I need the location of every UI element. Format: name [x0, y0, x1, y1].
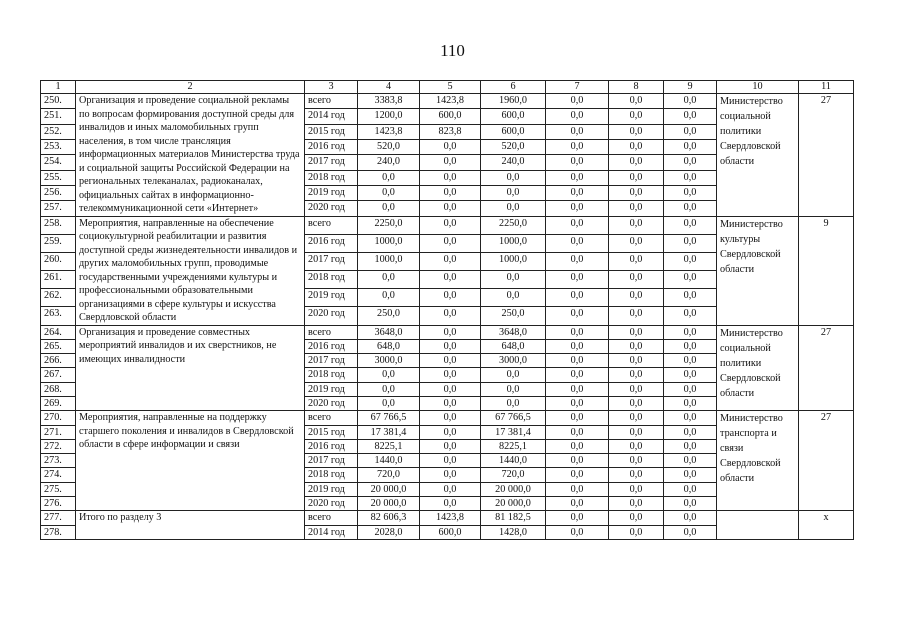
amount-cell: 0,0 [664, 425, 717, 439]
table-row [41, 411, 854, 425]
responsible-body: Министерство транспорта и связи Свердловской области [717, 411, 799, 511]
amount-cell: 0,0 [609, 382, 664, 396]
amount-cell: 3000,0 [358, 354, 420, 368]
period-cell: 2015 год [305, 124, 358, 139]
header-cell: 4 [358, 81, 420, 94]
amount-cell: 1423,8 [420, 511, 481, 525]
amount-cell: 1440,0 [481, 454, 546, 468]
amount-cell: 0,0 [420, 170, 481, 185]
responsible-body: Министерство социальной политики Свердловской области [717, 325, 799, 411]
amount-cell: 67 766,5 [358, 411, 420, 425]
table-row [41, 216, 854, 234]
amount-cell: 0,0 [609, 109, 664, 124]
period-cell: всего [305, 411, 358, 425]
target-indicator-ref: 9 [799, 216, 854, 325]
amount-cell: 0,0 [420, 382, 481, 396]
amount-cell: 0,0 [420, 454, 481, 468]
period-cell: всего [305, 94, 358, 109]
amount-cell: 2250,0 [358, 216, 420, 234]
amount-cell: 0,0 [546, 94, 609, 109]
amount-cell: 250,0 [358, 307, 420, 325]
period-cell: всего [305, 325, 358, 339]
header-cell: 5 [420, 81, 481, 94]
period-cell: 2014 год [305, 109, 358, 124]
amount-cell: 0,0 [420, 354, 481, 368]
amount-cell: 0,0 [358, 201, 420, 216]
amount-cell: 20 000,0 [481, 497, 546, 511]
amount-cell: 0,0 [420, 185, 481, 200]
amount-cell: 0,0 [546, 482, 609, 496]
row-number: 264. [41, 325, 76, 339]
amount-cell: 0,0 [546, 468, 609, 482]
amount-cell: 0,0 [609, 396, 664, 410]
amount-cell: 0,0 [609, 497, 664, 511]
amount-cell: 0,0 [546, 270, 609, 288]
page-number: 110 [440, 41, 465, 60]
amount-cell: 720,0 [481, 468, 546, 482]
amount-cell: 0,0 [664, 307, 717, 325]
amount-cell: 0,0 [546, 109, 609, 124]
target-indicator-ref: 27 [799, 94, 854, 217]
row-number: 250. [41, 94, 76, 109]
amount-cell: 0,0 [420, 482, 481, 496]
amount-cell: 0,0 [546, 525, 609, 539]
amount-cell: 0,0 [609, 482, 664, 496]
amount-cell: 0,0 [420, 201, 481, 216]
amount-cell: 0,0 [664, 354, 717, 368]
amount-cell: 0,0 [420, 468, 481, 482]
amount-cell: 0,0 [546, 170, 609, 185]
amount-cell: 0,0 [664, 216, 717, 234]
amount-cell: 0,0 [546, 307, 609, 325]
header-cell: 10 [717, 81, 799, 94]
header-cell: 6 [481, 81, 546, 94]
row-number: 276. [41, 497, 76, 511]
amount-cell: 0,0 [664, 234, 717, 252]
row-number: 270. [41, 411, 76, 425]
period-cell: 2019 год [305, 185, 358, 200]
amount-cell: 0,0 [546, 396, 609, 410]
period-cell: 2016 год [305, 439, 358, 453]
period-cell: 2016 год [305, 139, 358, 154]
amount-cell: 0,0 [546, 124, 609, 139]
amount-cell: 0,0 [546, 325, 609, 339]
amount-cell: 0,0 [609, 368, 664, 382]
row-number: 258. [41, 216, 76, 234]
amount-cell: 0,0 [358, 368, 420, 382]
period-cell: 2016 год [305, 234, 358, 252]
amount-cell: 0,0 [546, 185, 609, 200]
amount-cell: 0,0 [609, 325, 664, 339]
amount-cell: 0,0 [609, 289, 664, 307]
row-number: 272. [41, 439, 76, 453]
period-cell: 2018 год [305, 468, 358, 482]
row-number: 262. [41, 289, 76, 307]
amount-cell: 0,0 [609, 454, 664, 468]
row-number: 256. [41, 185, 76, 200]
amount-cell: 0,0 [664, 139, 717, 154]
row-number: 274. [41, 468, 76, 482]
row-number: 255. [41, 170, 76, 185]
amount-cell: 17 381,4 [481, 425, 546, 439]
target-indicator-ref: 27 [799, 325, 854, 411]
amount-cell: 0,0 [609, 124, 664, 139]
amount-cell: 1423,8 [358, 124, 420, 139]
amount-cell: 0,0 [664, 368, 717, 382]
amount-cell: 0,0 [546, 497, 609, 511]
amount-cell: 240,0 [358, 155, 420, 170]
amount-cell: 1000,0 [358, 234, 420, 252]
amount-cell: 823,8 [420, 124, 481, 139]
period-cell: 2019 год [305, 289, 358, 307]
responsible-body [717, 511, 799, 540]
row-number: 253. [41, 139, 76, 154]
period-cell: 2020 год [305, 497, 358, 511]
amount-cell: 720,0 [358, 468, 420, 482]
amount-cell: 0,0 [481, 396, 546, 410]
table-row [41, 325, 854, 339]
budget-table [40, 80, 854, 540]
amount-cell: 1200,0 [358, 109, 420, 124]
amount-cell: 0,0 [664, 289, 717, 307]
amount-cell: 0,0 [664, 396, 717, 410]
row-number: 257. [41, 201, 76, 216]
period-cell: 2020 год [305, 396, 358, 410]
table-row [41, 94, 854, 109]
amount-cell: 600,0 [481, 109, 546, 124]
amount-cell: 600,0 [420, 525, 481, 539]
row-number: 263. [41, 307, 76, 325]
period-cell: 2019 год [305, 482, 358, 496]
amount-cell: 600,0 [420, 109, 481, 124]
amount-cell: 240,0 [481, 155, 546, 170]
amount-cell: 600,0 [481, 124, 546, 139]
amount-cell: 0,0 [664, 382, 717, 396]
amount-cell: 0,0 [420, 139, 481, 154]
amount-cell: 0,0 [546, 252, 609, 270]
amount-cell: 0,0 [481, 382, 546, 396]
row-number: 266. [41, 354, 76, 368]
header-cell: 2 [76, 81, 305, 94]
period-cell: 2014 год [305, 525, 358, 539]
header-cell: 3 [305, 81, 358, 94]
amount-cell: 0,0 [609, 252, 664, 270]
amount-cell: 1000,0 [358, 252, 420, 270]
amount-cell: 0,0 [609, 411, 664, 425]
target-indicator-ref: x [799, 511, 854, 540]
responsible-body: Министерство культуры Свердловской области [717, 216, 799, 325]
amount-cell: 0,0 [546, 155, 609, 170]
amount-cell: 0,0 [546, 339, 609, 353]
amount-cell: 0,0 [358, 185, 420, 200]
row-number: 254. [41, 155, 76, 170]
measure-description: Итого по разделу 3 [76, 511, 305, 540]
row-number: 273. [41, 454, 76, 468]
amount-cell: 0,0 [609, 511, 664, 525]
amount-cell: 0,0 [664, 482, 717, 496]
amount-cell: 0,0 [358, 396, 420, 410]
header-cell: 11 [799, 81, 854, 94]
amount-cell: 0,0 [609, 439, 664, 453]
amount-cell: 0,0 [664, 252, 717, 270]
period-cell: всего [305, 216, 358, 234]
amount-cell: 0,0 [420, 325, 481, 339]
amount-cell: 0,0 [420, 234, 481, 252]
row-number: 267. [41, 368, 76, 382]
amount-cell: 0,0 [546, 454, 609, 468]
amount-cell: 520,0 [481, 139, 546, 154]
amount-cell: 0,0 [664, 411, 717, 425]
amount-cell: 0,0 [609, 339, 664, 353]
amount-cell: 0,0 [664, 185, 717, 200]
amount-cell: 20 000,0 [481, 482, 546, 496]
amount-cell: 82 606,3 [358, 511, 420, 525]
amount-cell: 0,0 [546, 234, 609, 252]
amount-cell: 0,0 [609, 525, 664, 539]
period-cell: 2015 год [305, 425, 358, 439]
responsible-body: Министерство социальной политики Свердловской области [717, 94, 799, 217]
amount-cell: 0,0 [546, 382, 609, 396]
row-number: 268. [41, 382, 76, 396]
amount-cell: 0,0 [546, 439, 609, 453]
header-cell: 1 [41, 81, 76, 94]
amount-cell: 0,0 [420, 439, 481, 453]
amount-cell: 0,0 [546, 511, 609, 525]
amount-cell: 0,0 [609, 270, 664, 288]
amount-cell: 0,0 [664, 170, 717, 185]
amount-cell: 0,0 [546, 368, 609, 382]
amount-cell: 0,0 [664, 94, 717, 109]
period-cell: 2016 год [305, 339, 358, 353]
amount-cell: 0,0 [546, 289, 609, 307]
amount-cell: 0,0 [664, 270, 717, 288]
header-row [41, 81, 854, 94]
amount-cell: 0,0 [420, 270, 481, 288]
header-cell: 7 [546, 81, 609, 94]
amount-cell: 3648,0 [481, 325, 546, 339]
amount-cell: 1423,8 [420, 94, 481, 109]
amount-cell: 20 000,0 [358, 482, 420, 496]
amount-cell: 0,0 [546, 411, 609, 425]
row-number: 269. [41, 396, 76, 410]
amount-cell: 520,0 [358, 139, 420, 154]
amount-cell: 0,0 [420, 216, 481, 234]
amount-cell: 0,0 [546, 216, 609, 234]
amount-cell: 0,0 [609, 139, 664, 154]
amount-cell: 0,0 [546, 425, 609, 439]
amount-cell: 1000,0 [481, 252, 546, 270]
row-number: 265. [41, 339, 76, 353]
period-cell: 2017 год [305, 155, 358, 170]
row-number: 277. [41, 511, 76, 525]
row-number: 261. [41, 270, 76, 288]
target-indicator-ref: 27 [799, 411, 854, 511]
amount-cell: 1000,0 [481, 234, 546, 252]
amount-cell: 0,0 [481, 170, 546, 185]
amount-cell: 0,0 [664, 155, 717, 170]
amount-cell: 0,0 [609, 155, 664, 170]
period-cell: 2017 год [305, 354, 358, 368]
amount-cell: 0,0 [546, 201, 609, 216]
measure-description: Организация и проведение социальной рекламы по вопросам формирования доступной среды для инвалидов и иных маломобильных групп населения, в том числе трансляция информационных материалов Министерства труда и социальной защиты Российской Федерации на региональных телеканалах, радиоканалах, официальных сайтах в информационно-телекоммуникационной сети «Интернет» [76, 94, 305, 217]
amount-cell: 1960,0 [481, 94, 546, 109]
period-cell: 2018 год [305, 368, 358, 382]
header-cell: 8 [609, 81, 664, 94]
row-number: 259. [41, 234, 76, 252]
amount-cell: 0,0 [420, 155, 481, 170]
amount-cell: 0,0 [358, 270, 420, 288]
amount-cell: 0,0 [420, 425, 481, 439]
amount-cell: 0,0 [664, 325, 717, 339]
amount-cell: 0,0 [609, 94, 664, 109]
amount-cell: 0,0 [609, 468, 664, 482]
amount-cell: 3383,8 [358, 94, 420, 109]
amount-cell: 0,0 [609, 185, 664, 200]
amount-cell: 0,0 [664, 511, 717, 525]
amount-cell: 0,0 [664, 525, 717, 539]
amount-cell: 0,0 [664, 124, 717, 139]
period-cell: 2018 год [305, 170, 358, 185]
amount-cell: 1428,0 [481, 525, 546, 539]
amount-cell: 0,0 [420, 411, 481, 425]
amount-cell: 0,0 [420, 339, 481, 353]
amount-cell: 0,0 [609, 354, 664, 368]
table-row [41, 511, 854, 525]
amount-cell: 0,0 [420, 307, 481, 325]
amount-cell: 0,0 [609, 201, 664, 216]
amount-cell: 250,0 [481, 307, 546, 325]
amount-cell: 0,0 [609, 307, 664, 325]
amount-cell: 0,0 [358, 170, 420, 185]
header-cell: 9 [664, 81, 717, 94]
amount-cell: 0,0 [358, 382, 420, 396]
amount-cell: 648,0 [481, 339, 546, 353]
amount-cell: 8225,1 [358, 439, 420, 453]
row-number: 278. [41, 525, 76, 539]
amount-cell: 8225,1 [481, 439, 546, 453]
amount-cell: 0,0 [481, 368, 546, 382]
measure-description: Организация и проведение совместных мероприятий инвалидов и их сверстников, не имеющих инвалидности [76, 325, 305, 411]
amount-cell: 0,0 [664, 109, 717, 124]
period-cell: 2017 год [305, 454, 358, 468]
amount-cell: 17 381,4 [358, 425, 420, 439]
amount-cell: 1440,0 [358, 454, 420, 468]
measure-description: Мероприятия, направленные на поддержку старшего поколения и инвалидов в Свердловской области в сфере информации и связи [76, 411, 305, 511]
amount-cell: 3000,0 [481, 354, 546, 368]
amount-cell: 2028,0 [358, 525, 420, 539]
amount-cell: 0,0 [481, 289, 546, 307]
amount-cell: 0,0 [664, 339, 717, 353]
row-number: 251. [41, 109, 76, 124]
amount-cell: 67 766,5 [481, 411, 546, 425]
period-cell: 2017 год [305, 252, 358, 270]
amount-cell: 0,0 [664, 439, 717, 453]
row-number: 275. [41, 482, 76, 496]
period-cell: 2019 год [305, 382, 358, 396]
amount-cell: 0,0 [481, 270, 546, 288]
period-cell: 2020 год [305, 201, 358, 216]
amount-cell: 3648,0 [358, 325, 420, 339]
amount-cell: 0,0 [546, 139, 609, 154]
row-number: 252. [41, 124, 76, 139]
amount-cell: 0,0 [420, 497, 481, 511]
amount-cell: 0,0 [358, 289, 420, 307]
measure-description: Мероприятия, направленные на обеспечение социокультурной реабилитации и развития доступной среды жизнедеятельности инвалидов и других маломобильных групп, проводимые государственными учреждениями культуры и профессиональными образовательными организациями в сфере культуры и искусства Свердловской области [76, 216, 305, 325]
amount-cell: 0,0 [609, 170, 664, 185]
amount-cell: 0,0 [664, 468, 717, 482]
amount-cell: 0,0 [481, 185, 546, 200]
amount-cell: 0,0 [664, 454, 717, 468]
period-cell: 2020 год [305, 307, 358, 325]
amount-cell: 648,0 [358, 339, 420, 353]
period-cell: 2018 год [305, 270, 358, 288]
row-number: 260. [41, 252, 76, 270]
amount-cell: 0,0 [420, 252, 481, 270]
amount-cell: 0,0 [546, 354, 609, 368]
amount-cell: 0,0 [609, 216, 664, 234]
period-cell: всего [305, 511, 358, 525]
amount-cell: 2250,0 [481, 216, 546, 234]
amount-cell: 0,0 [420, 368, 481, 382]
amount-cell: 0,0 [664, 201, 717, 216]
amount-cell: 0,0 [609, 234, 664, 252]
amount-cell: 20 000,0 [358, 497, 420, 511]
amount-cell: 0,0 [609, 425, 664, 439]
amount-cell: 81 182,5 [481, 511, 546, 525]
row-number: 271. [41, 425, 76, 439]
amount-cell: 0,0 [420, 396, 481, 410]
amount-cell: 0,0 [481, 201, 546, 216]
amount-cell: 0,0 [664, 497, 717, 511]
amount-cell: 0,0 [420, 289, 481, 307]
